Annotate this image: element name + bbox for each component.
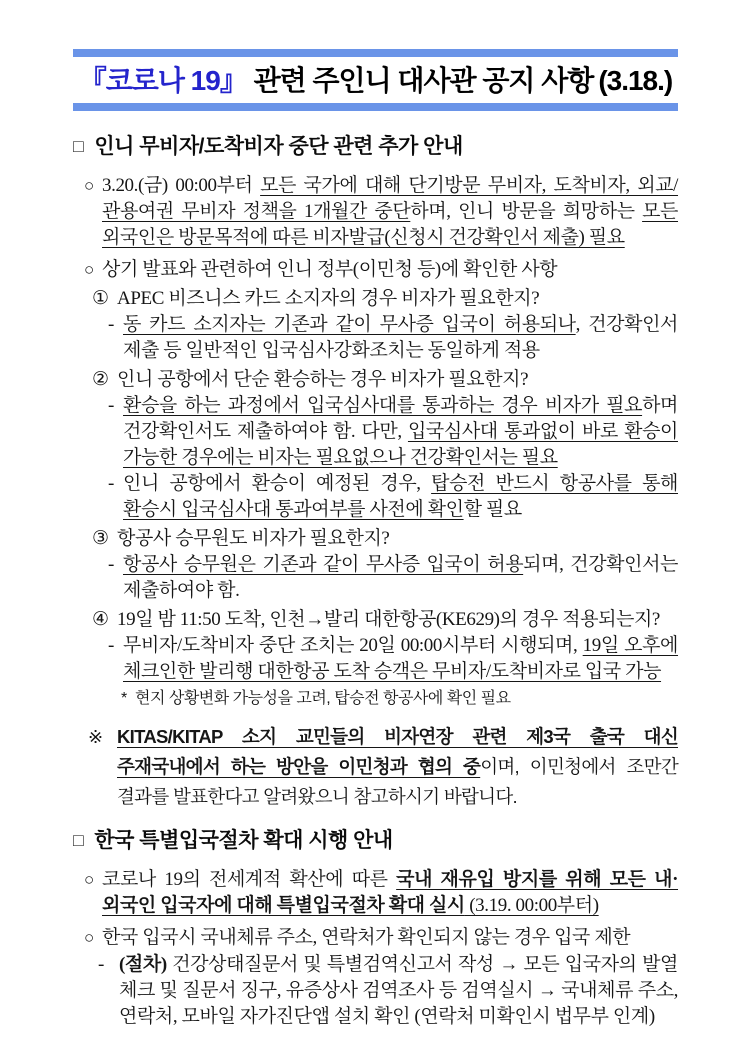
text-segment: , 건강확인서 제출 등 일반적인 입국심사강화조치는 동일하게 적용 — [123, 314, 678, 361]
item-marker: ① — [92, 288, 109, 309]
text-segment: (3.19. 00:00부터) — [464, 895, 599, 916]
document-section — [73, 134, 678, 812]
text-segment: 국내 재유입 방지를 위해 모든 내·외국인 입국자에 대해 특별입국절차 확대 실시 — [102, 869, 679, 916]
section-heading — [73, 134, 678, 160]
text-segment: 되며, 건강확인서는 제출하여야 함. — [123, 554, 678, 601]
square-bullet-icon: □ — [73, 830, 84, 850]
text-segment: 하며, 인니 방문을 희망하는 — [410, 201, 643, 222]
item-marker: ③ — [92, 528, 109, 549]
item-marker: - — [108, 554, 114, 575]
section-heading-text: 한국 특별입국절차 확대 시행 안내 — [94, 829, 393, 852]
item-marker: - — [98, 954, 104, 975]
text-segment: 모든 국가에 대해 단기방문 무비자, 도착비자, 외교/관용여권 무비자 정책을 1개월간 중단 — [102, 175, 679, 222]
square-bullet-icon: □ — [73, 136, 84, 156]
document-item — [73, 526, 678, 552]
item-marker: - — [108, 314, 114, 335]
text-segment: 무비자/도착비자 중단 조치는 20일 00:00시부터 시행되며, — [123, 635, 583, 656]
document-item — [73, 312, 678, 364]
text-segment: (절차) — [119, 954, 167, 975]
document-item — [73, 471, 678, 523]
text-segment: 이며, 이민청에서 조만간 결과를 발표한다고 알려왔으니 참고하시기 바랍니다. — [117, 756, 679, 807]
text-segment: 건강상태질문서 및 특별검역신고서 작성 → 모든 입국자의 발열 체크 및 질문서 징구, 유증상사 검역조사 등 검역실시 → 국내체류 주소, 연락처, 모바일 자가진단앱 설치 확인 (연락처 미확인시 법무부 인계) — [119, 954, 678, 1027]
item-marker: ※ — [88, 727, 103, 747]
text-segment: 하며 건강확인서도 제출하여야 함. 다만, — [123, 395, 678, 442]
item-marker: - — [108, 473, 114, 494]
document-item — [73, 867, 678, 919]
item-marker: ○ — [84, 260, 94, 279]
text-segment: 동 카드 소지자는 기존과 같이 무사증 입국이 허용되나 — [123, 314, 576, 335]
text-segment: 인니 공항에서 환승이 예정된 경우, — [123, 473, 432, 494]
text-segment: 항공사 승무원도 비자가 필요한지? — [117, 528, 390, 549]
text-segment: 탑승전 반드시 항공사를 통해 환승시 입국심사대 통과여부를 사전에 확인 — [123, 473, 678, 520]
document-item — [73, 722, 678, 812]
document-item — [73, 393, 678, 471]
document-item — [73, 633, 678, 685]
document-item — [73, 286, 678, 312]
item-marker: * — [121, 690, 127, 707]
item-marker: ④ — [92, 609, 109, 630]
text-segment: 입국심사대 통과없이 바로 환승이 가능한 경우에는 비자는 필요없으나 건강확인서는 필요 — [123, 421, 678, 468]
document-section — [73, 828, 678, 1030]
title-highlight: 『코로나 19』 — [78, 65, 247, 96]
document-item — [73, 367, 678, 393]
title-main-text: 관련 주인니 대사관 공지 사항 — [246, 65, 594, 96]
page-title — [73, 64, 678, 98]
section-heading — [73, 828, 678, 854]
document-item — [73, 552, 678, 604]
text-segment: 상기 발표와 관련하여 인니 정부(이민청 등)에 확인한 사항 — [102, 259, 558, 280]
item-marker: ② — [92, 369, 109, 390]
item-marker: ○ — [84, 870, 94, 889]
title-date: (3.18.) — [598, 65, 673, 96]
document-item — [73, 257, 678, 283]
document-item — [73, 173, 678, 251]
title-top-bar — [73, 49, 678, 57]
text-segment: 환승을 하는 과정에서 입국심사대를 통과하는 경우 비자가 필요 — [123, 395, 643, 416]
document-item — [73, 925, 678, 951]
document-item — [73, 687, 678, 711]
item-marker: - — [108, 395, 114, 416]
text-segment: 항공사 승무원은 기존과 같이 무사증 입국이 허용 — [123, 554, 524, 575]
text-segment: 모든 외국인은 방문목적에 따른 비자발급(신청시 건강확인서 제출) 필요 — [102, 201, 679, 248]
title-banner — [73, 49, 678, 111]
text-segment: 인니 공항에서 단순 환승하는 경우 비자가 필요한지? — [117, 369, 529, 390]
title-bottom-bar — [73, 103, 678, 111]
document-item — [73, 607, 678, 633]
item-marker: - — [108, 635, 114, 656]
text-segment: KITAS/KITAP 소지 교민들의 비자연장 관련 제3국 출국 대신 주재국내에서 하는 방안을 이민청과 협의 중 — [117, 726, 678, 777]
document-body — [73, 134, 678, 1030]
text-segment: 3.20.(금) 00:00부터 — [102, 175, 261, 196]
section-heading-text: 인니 무비자/도착비자 중단 관련 추가 안내 — [94, 135, 463, 158]
item-marker: ○ — [84, 176, 94, 195]
item-marker: ○ — [84, 928, 94, 947]
text-segment: 할 필요 — [463, 499, 522, 520]
title-inner — [73, 57, 678, 103]
text-segment: 코로나 19의 전세계적 확산에 따른 — [102, 869, 397, 890]
text-segment: APEC 비즈니스 카드 소지자의 경우 비자가 필요한지? — [117, 288, 540, 309]
text-segment: 현지 상황변화 가능성을 고려, 탑승전 항공사에 확인 필요 — [135, 690, 511, 707]
text-segment: 한국 입국시 국내체류 주소, 연락처가 확인되지 않는 경우 입국 제한 — [102, 927, 631, 948]
text-segment: 19일 밤 11:50 도착, 인천→발리 대한항공(KE629)의 경우 적용되는지? — [117, 609, 660, 630]
text-segment: 19일 오후에 체크인한 발리행 대한항공 도착 승객은 무비자/도착비자로 입국 가능 — [123, 635, 679, 682]
document-item — [73, 952, 678, 1030]
